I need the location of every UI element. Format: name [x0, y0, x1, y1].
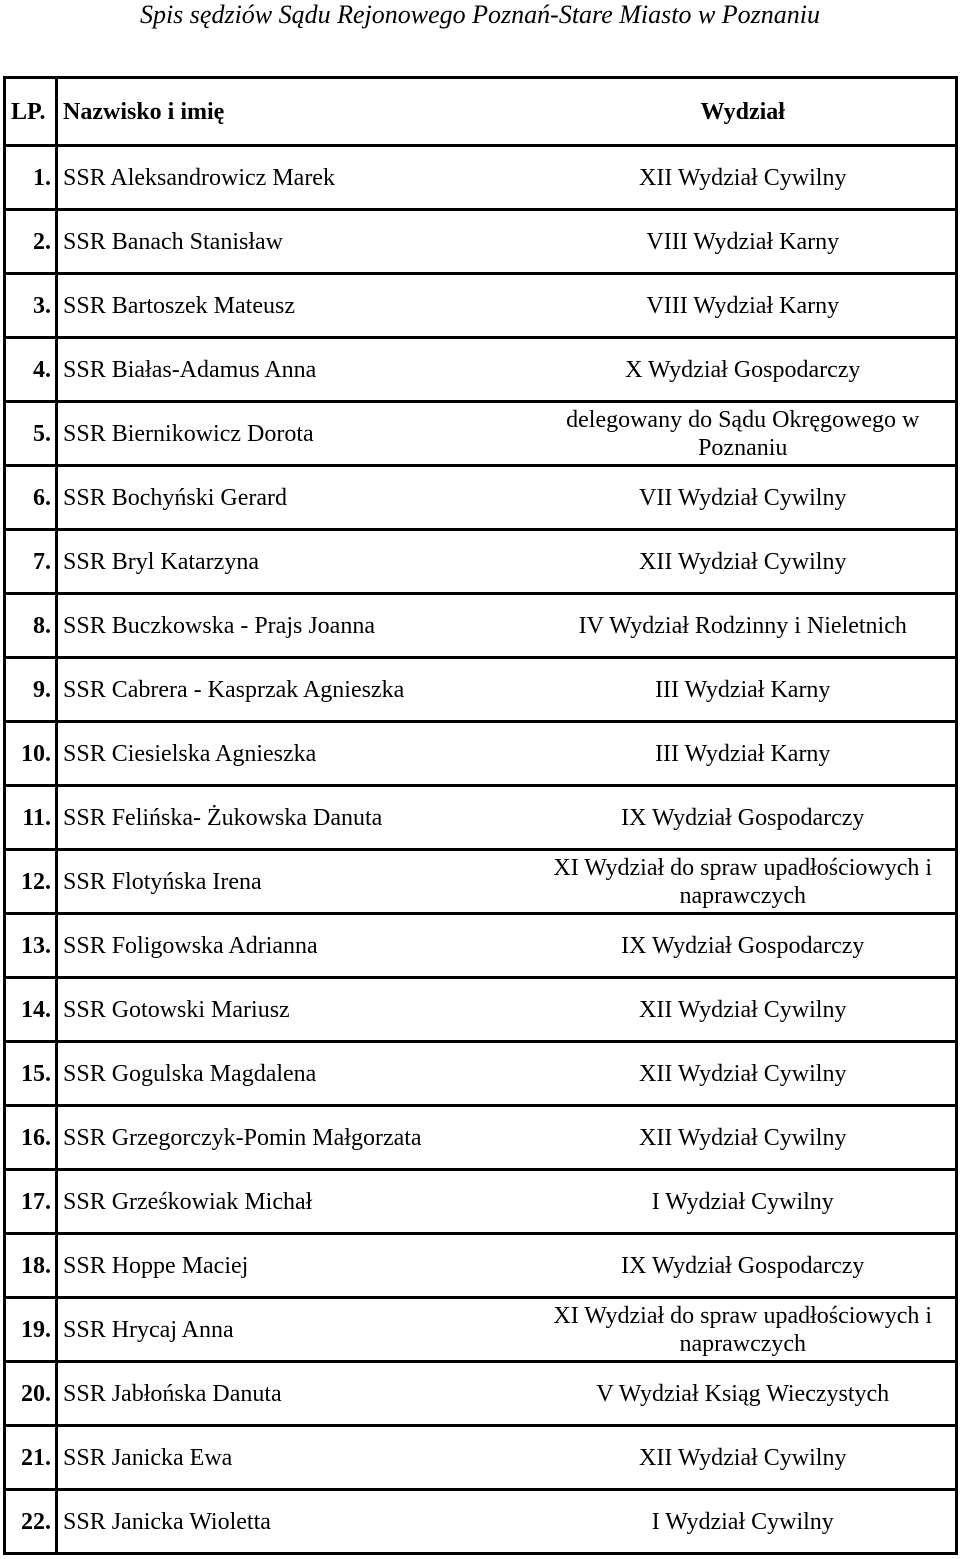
department: XI Wydział do spraw upadłościowych i naprawczych — [531, 1298, 957, 1362]
judge-name: SSR Hrycaj Anna — [57, 1298, 531, 1362]
judge-name: SSR Gotowski Mariusz — [57, 978, 531, 1042]
judge-name: SSR Felińska- Żukowska Danuta — [57, 786, 531, 850]
judge-name: SSR Biernikowicz Dorota — [57, 402, 531, 466]
department: VII Wydział Cywilny — [531, 466, 957, 530]
table-row — [5, 850, 957, 914]
table-row — [5, 914, 957, 978]
table-row — [5, 338, 957, 402]
department: VIII Wydział Karny — [531, 274, 957, 338]
row-number: 14. — [5, 978, 57, 1042]
header-name: Nazwisko i imię — [57, 78, 531, 146]
table-row — [5, 146, 957, 210]
header-lp: LP. — [5, 78, 57, 146]
judge-name: SSR Banach Stanisław — [57, 210, 531, 274]
department: III Wydział Karny — [531, 722, 957, 786]
department: XII Wydział Cywilny — [531, 146, 957, 210]
judge-name: SSR Ciesielska Agnieszka — [57, 722, 531, 786]
row-number: 8. — [5, 594, 57, 658]
table-row — [5, 210, 957, 274]
row-number: 16. — [5, 1106, 57, 1170]
row-number: 3. — [5, 274, 57, 338]
judge-name: SSR Jabłońska Danuta — [57, 1362, 531, 1426]
row-number: 5. — [5, 402, 57, 466]
department: XII Wydział Cywilny — [531, 1106, 957, 1170]
table-row — [5, 594, 957, 658]
judge-name: SSR Grześkowiak Michał — [57, 1170, 531, 1234]
row-number: 20. — [5, 1362, 57, 1426]
row-number: 12. — [5, 850, 57, 914]
department: VIII Wydział Karny — [531, 210, 957, 274]
table-row — [5, 1234, 957, 1298]
judge-name: SSR Cabrera - Kasprzak Agnieszka — [57, 658, 531, 722]
table-row — [5, 722, 957, 786]
judge-name: SSR Hoppe Maciej — [57, 1234, 531, 1298]
judge-name: SSR Gogulska Magdalena — [57, 1042, 531, 1106]
table-row — [5, 1426, 957, 1490]
department: IX Wydział Gospodarczy — [531, 1234, 957, 1298]
table-row — [5, 1106, 957, 1170]
row-number: 9. — [5, 658, 57, 722]
department: IX Wydział Gospodarczy — [531, 914, 957, 978]
page-title: Spis sędziów Sądu Rejonowego Poznań-Stare Miasto w Poznaniu — [139, 0, 821, 29]
judge-name: SSR Bryl Katarzyna — [57, 530, 531, 594]
judge-name: SSR Flotyńska Irena — [57, 850, 531, 914]
table-row — [5, 466, 957, 530]
judge-name: SSR Janicka Ewa — [57, 1426, 531, 1490]
row-number: 19. — [5, 1298, 57, 1362]
department: XII Wydział Cywilny — [531, 1042, 957, 1106]
row-number: 15. — [5, 1042, 57, 1106]
judge-name: SSR Aleksandrowicz Marek — [57, 146, 531, 210]
judges-table — [3, 76, 958, 1555]
table-row — [5, 1490, 957, 1554]
department: XII Wydział Cywilny — [531, 1426, 957, 1490]
row-number: 1. — [5, 146, 57, 210]
table-row — [5, 274, 957, 338]
row-number: 11. — [5, 786, 57, 850]
department: X Wydział Gospodarczy — [531, 338, 957, 402]
table-row — [5, 402, 957, 466]
judge-name: SSR Białas-Adamus Anna — [57, 338, 531, 402]
judge-name: SSR Grzegorczyk-Pomin Małgorzata — [57, 1106, 531, 1170]
table-row — [5, 978, 957, 1042]
row-number: 13. — [5, 914, 57, 978]
row-number: 6. — [5, 466, 57, 530]
department: XI Wydział do spraw upadłościowych i naprawczych — [531, 850, 957, 914]
table-header-row — [5, 78, 957, 146]
judge-name: SSR Buczkowska - Prajs Joanna — [57, 594, 531, 658]
row-number: 21. — [5, 1426, 57, 1490]
table-row — [5, 658, 957, 722]
department: V Wydział Ksiąg Wieczystych — [531, 1362, 957, 1426]
row-number: 7. — [5, 530, 57, 594]
department: III Wydział Karny — [531, 658, 957, 722]
judge-name: SSR Foligowska Adrianna — [57, 914, 531, 978]
row-number: 17. — [5, 1170, 57, 1234]
table-row — [5, 1170, 957, 1234]
row-number: 18. — [5, 1234, 57, 1298]
judge-name: SSR Janicka Wioletta — [57, 1490, 531, 1554]
table-row — [5, 530, 957, 594]
department: IV Wydział Rodzinny i Nieletnich — [531, 594, 957, 658]
department: I Wydział Cywilny — [531, 1170, 957, 1234]
department: XII Wydział Cywilny — [531, 530, 957, 594]
table-row — [5, 1298, 957, 1362]
table-row — [5, 1362, 957, 1426]
table-row — [5, 1042, 957, 1106]
header-department: Wydział — [531, 78, 957, 146]
judge-name: SSR Bochyński Gerard — [57, 466, 531, 530]
department: delegowany do Sądu Okręgowego w Poznaniu — [531, 402, 957, 466]
judge-name: SSR Bartoszek Mateusz — [57, 274, 531, 338]
department: I Wydział Cywilny — [531, 1490, 957, 1554]
table-row — [5, 786, 957, 850]
row-number: 4. — [5, 338, 57, 402]
department: IX Wydział Gospodarczy — [531, 786, 957, 850]
row-number: 2. — [5, 210, 57, 274]
row-number: 22. — [5, 1490, 57, 1554]
department: XII Wydział Cywilny — [531, 978, 957, 1042]
row-number: 10. — [5, 722, 57, 786]
